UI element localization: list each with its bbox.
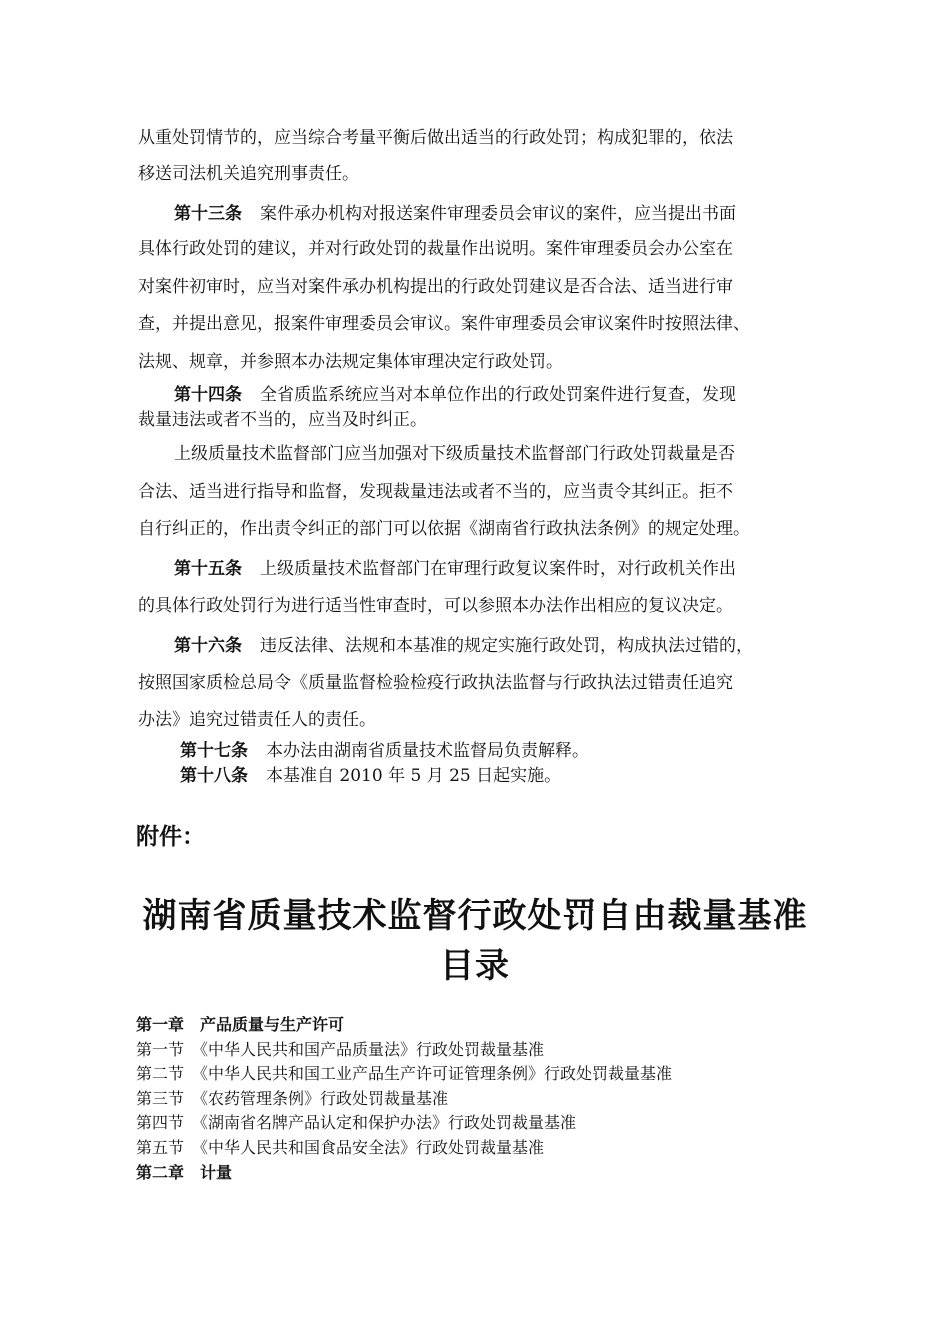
article-18-text: 本基准自 2010 年 5 月 25 日起实施。 bbox=[266, 766, 562, 786]
paragraph-line: 按照国家质检总局令《质量监督检验检疫行政执法监督与行政执法过错责任追究 bbox=[138, 673, 733, 693]
paragraph-line: 上级质量技术监督部门应当加强对下级质量技术监督部门行政处罚裁量是否 bbox=[174, 444, 735, 464]
toc-section: 第五节 《中华人民共和国食品安全法》行政处罚裁量基准 bbox=[136, 1138, 545, 1157]
paragraph-line: 合法、适当进行指导和监督，发现裁量违法或者不当的，应当责令其纠正。拒不 bbox=[138, 482, 733, 502]
document-title-contents: 目录 bbox=[440, 946, 510, 986]
article-16-label: 第十六条 bbox=[174, 636, 242, 656]
paragraph-line: 移送司法机关追究刑事责任。 bbox=[138, 164, 359, 184]
article-17-text: 本办法由湖南省质量技术监督局负责解释。 bbox=[266, 741, 589, 761]
paragraph-line: 查，并提出意见，报案件审理委员会审议。案件审理委员会审议案件时按照法律、 bbox=[138, 314, 750, 334]
article-16 bbox=[174, 635, 753, 657]
article-14-label: 第十四条 bbox=[174, 385, 242, 405]
article-13-text: 案件承办机构对报送案件审理委员会审议的案件，应当提出书面 bbox=[260, 204, 736, 224]
paragraph-line: 自行纠正的，作出责令纠正的部门可以依据《湖南省行政执法条例》的规定处理。 bbox=[138, 519, 750, 539]
document-title: 湖南省质量技术监督行政处罚自由裁量基准 bbox=[142, 896, 808, 936]
article-13 bbox=[174, 203, 736, 225]
article-18 bbox=[180, 765, 561, 787]
article-18-label: 第十八条 bbox=[180, 766, 248, 786]
toc-chapter-2: 第二章 计量 bbox=[136, 1163, 233, 1182]
article-14 bbox=[174, 384, 736, 406]
article-16-text: 违反法律、法规和本基准的规定实施行政处罚，构成执法过错的， bbox=[260, 636, 753, 656]
article-15-text: 上级质量技术监督部门在审理行政复议案件时，对行政机关作出 bbox=[260, 559, 736, 579]
paragraph-line: 的具体行政处罚行为进行适当性审查时，可以参照本办法作出相应的复议决定。 bbox=[138, 596, 733, 616]
article-17-label: 第十七条 bbox=[180, 741, 248, 761]
paragraph-line: 法规、规章，并参照本办法规定集体审理决定行政处罚。 bbox=[138, 352, 563, 372]
paragraph-line: 对案件初审时，应当对案件承办机构提出的行政处罚建议是否合法、适当进行审 bbox=[138, 277, 733, 297]
paragraph-line: 具体行政处罚的建议，并对行政处罚的裁量作出说明。案件审理委员会办公室在 bbox=[138, 239, 733, 259]
article-14-text: 全省质监系统应当对本单位作出的行政处罚案件进行复查，发现 bbox=[260, 385, 736, 405]
toc-section: 第三节 《农药管理条例》行政处罚裁量基准 bbox=[136, 1089, 449, 1108]
attachment-label: 附件： bbox=[136, 824, 205, 850]
toc-section: 第四节 《湖南省名牌产品认定和保护办法》行政处罚裁量基准 bbox=[136, 1113, 577, 1132]
toc-chapter-1: 第一章 产品质量与生产许可 bbox=[136, 1015, 345, 1034]
article-15 bbox=[174, 558, 736, 580]
article-17 bbox=[180, 740, 589, 762]
paragraph-line: 从重处罚情节的，应当综合考量平衡后做出适当的行政处罚；构成犯罪的，依法 bbox=[138, 128, 733, 148]
paragraph-line: 裁量违法或者不当的，应当及时纠正。 bbox=[138, 410, 427, 430]
toc-section: 第一节 《中华人民共和国产品质量法》行政处罚裁量基准 bbox=[136, 1040, 545, 1059]
article-13-label: 第十三条 bbox=[174, 204, 242, 224]
paragraph-line: 办法》追究过错责任人的责任。 bbox=[138, 710, 376, 730]
article-15-label: 第十五条 bbox=[174, 559, 242, 579]
toc-section: 第二节 《中华人民共和国工业产品生产许可证管理条例》行政处罚裁量基准 bbox=[136, 1064, 673, 1083]
